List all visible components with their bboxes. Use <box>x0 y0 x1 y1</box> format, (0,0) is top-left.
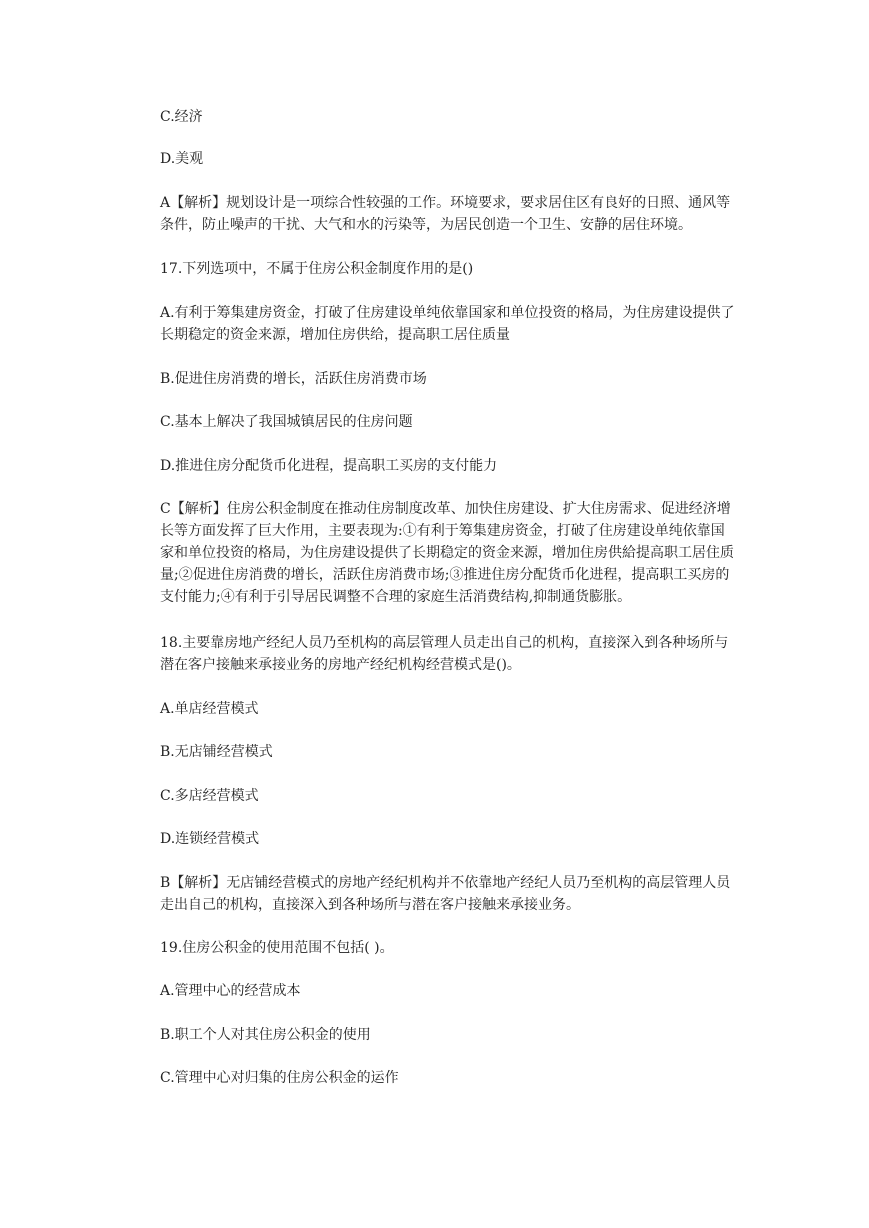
q17-option-c: C.基本上解决了我国城镇居民的住房问题 <box>160 414 413 430</box>
q19-option-a: A.管理中心的经营成本 <box>160 983 301 999</box>
q18-option-a: A.单店经营模式 <box>160 701 259 717</box>
q16-answer-explanation: A【解析】规划设计是一项综合性较强的工作。环境要求，要求居住区有良好的日照、通风等条件，防止噪声的干扰、大气和水的污染等，为居民创造一个卫生、安静的居住环境。 <box>160 195 731 233</box>
q18-option-c: C.多店经营模式 <box>160 788 259 804</box>
q18-option-b: B.无店铺经营模式 <box>160 744 273 760</box>
q17-option-b: B.促进住房消费的增长，活跃住房消费市场 <box>160 371 427 387</box>
q19-option-b: B.职工个人对其住房公积金的使用 <box>160 1027 371 1043</box>
q18-question: 18.主要靠房地产经纪人员乃至机构的高层管理人员走出自己的机构，直接深入到各种场所与潜在客户接触来承接业务的房地产经纪机构经营模式是()。 <box>160 635 729 673</box>
q17-answer-explanation: C【解析】住房公积金制度在推动住房制度改革、加快住房建设、扩大住房需求、促进经济增长等方面发挥了巨大作用，主要表现为:①有利于筹集建房资金，打破了住房建设单纯依靠国家和单位投资的格局，为住房建设提供了长期稳定的资金来源，增加住房供給提高职工居住质量;②促进住房消费的增长，活跃住房消费市场;③推进住房分配货币化进程，提高职工买房的支付能力;④有利于引导居民调整不合理的家庭生活消费结构,抑制通货膨胀。 <box>160 501 734 605</box>
q18-option-d: D.连锁经营模式 <box>160 831 260 847</box>
q16-option-c: C.经济 <box>160 109 203 125</box>
q17-question: 17.下列选项中，不属于住房公积金制度作用的是() <box>160 261 474 277</box>
q16-option-d: D.美观 <box>160 151 204 167</box>
q18-answer-explanation: B【解析】无店铺经营模式的房地产经纪机构并不依靠地产经纪人员乃至机构的高层管理人员走出自己的机构，直接深入到各种场所与潜在客户接触来承接业务。 <box>160 875 731 913</box>
q17-option-a: A.有利于筹集建房资金，打破了住房建设单纯依靠国家和单位投资的格局，为住房建设提供了长期稳定的资金来源，增加住房供给，提高职工居住质量 <box>160 305 735 343</box>
q17-option-d: D.推进住房分配货币化进程，提高职工买房的支付能力 <box>160 458 498 474</box>
q19-option-c: C.管理中心对归集的住房公积金的运作 <box>160 1070 399 1086</box>
q19-question: 19.住房公积金的使用范围不包括( )。 <box>160 940 394 956</box>
